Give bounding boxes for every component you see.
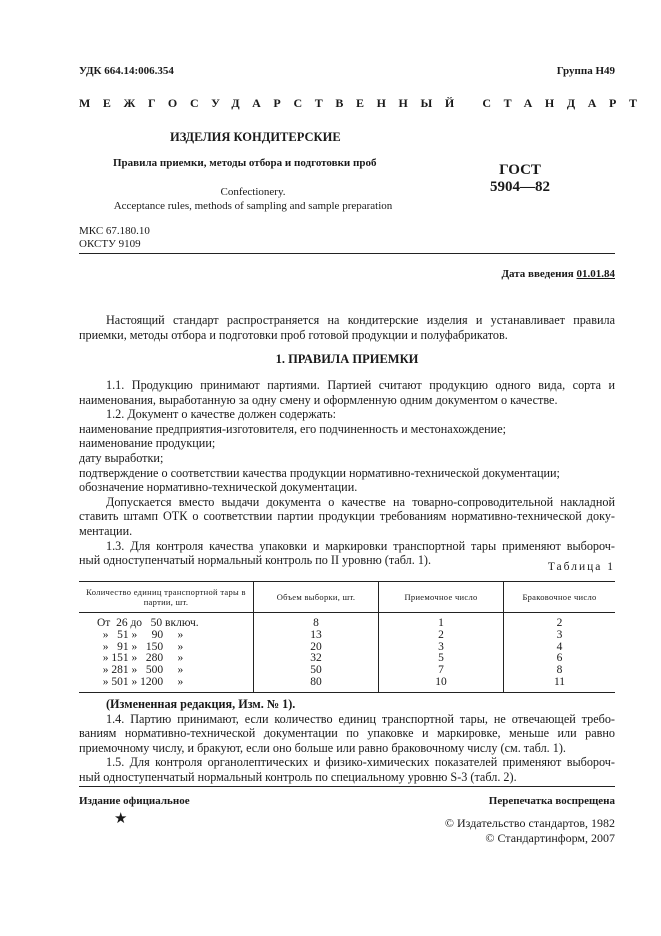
paragraph-line: ваниям нормативно-технической документации по упаковке и маркировке, меньше или равно <box>79 726 615 741</box>
rejection-number-cell: 6 <box>504 653 616 665</box>
paragraph-line: ментации. <box>79 523 133 538</box>
lot-size-cell: » 501 » 1200 » <box>79 677 254 692</box>
list-item: наименование предприятия-изготовителя, его подчиненность и местонахождение; <box>79 421 506 436</box>
sample-size-cell: 80 <box>254 677 379 692</box>
paragraph-line: ставить штамп ОТК о соответствии партии продукции требованиям нормативно-технической доку- <box>79 509 615 524</box>
paragraph-line: ный одноступенчатый нормальный контроль по II уровню (табл. 1). <box>79 553 432 568</box>
copyright-line: © Издательство стандартов, 1982 <box>444 816 615 830</box>
list-item: наименование продукции; <box>79 436 216 451</box>
column-header-acceptance-number: Приемочное число <box>379 582 504 613</box>
header-divider <box>79 253 615 254</box>
acceptance-number-cell: 1 <box>379 613 504 630</box>
acceptance-number-cell: 2 <box>379 630 504 642</box>
intro-line: приемки, методы отбора и подготовки проб готовой продукции и полуфабрикатов. <box>79 327 508 342</box>
acceptance-number-cell: 10 <box>379 677 504 692</box>
gost-label: ГОСТ <box>499 162 541 178</box>
paragraph-line: наименования, выработанную за одну смену и оформленную одним документом о качестве. <box>79 392 558 407</box>
document-title: ИЗДЕЛИЯ КОНДИТЕРСКИЕ <box>170 130 341 144</box>
interstate-standard-heading: МЕЖГОСУДАРСТВЕННЫЙ СТАНДАРТ <box>79 96 650 110</box>
table-row <box>79 613 615 630</box>
list-item: подтверждение о соответствии качества продукции нормативно-технической документации; <box>79 465 560 480</box>
introduction-date-label: Дата введения <box>501 268 574 280</box>
lot-size-cell: » 91 » 150 » <box>97 640 184 653</box>
paragraph-line: 1.1. Продукцию принимают партиями. Партией считают продукцию одного вида, сорта и <box>106 378 615 392</box>
section-1-body <box>79 378 615 568</box>
acceptance-number-cell: 5 <box>379 653 504 665</box>
table-row <box>79 677 615 692</box>
reprint-prohibited-label: Перепечатка воспрещена <box>488 795 615 807</box>
column-header-sample-size: Объем выборки, шт. <box>254 582 379 613</box>
english-title <box>73 185 433 213</box>
acceptance-number-cell: 7 <box>379 665 504 677</box>
sample-size-cell: 13 <box>254 630 379 642</box>
amendment-note: (Измененная редакция, Изм. № 1). <box>106 697 296 711</box>
group-code: Группа Н49 <box>556 65 615 77</box>
classification-codes <box>79 225 150 251</box>
list-item: дату выработки; <box>79 450 164 465</box>
lot-size-cell: » 51 » 90 » <box>97 628 184 641</box>
column-header-rejection-number: Браковочное число <box>504 582 616 613</box>
paragraph-line: 1.3. Для контроля качества упаковки и маркировки транспортной тары применяют выбороч- <box>106 538 615 553</box>
paragraph-line: 1.5. Для контроля органолептических и физико-химических показателей применяют выбороч- <box>106 755 615 770</box>
column-header-lot-size: Количество единиц транспортной тары в партии, шт. <box>79 582 254 613</box>
rejection-number-cell: 11 <box>504 677 616 692</box>
official-edition-label: Издание официальное <box>79 795 190 807</box>
lot-size-cell: От 26 до 50 включ. <box>97 617 199 629</box>
lot-size-cell: » 281 » 500 » <box>97 664 184 677</box>
paragraph-line: 1.4. Партию принимают, если количество единиц транспортной тары, не отвечающей требо- <box>106 711 615 726</box>
after-table-body <box>79 697 615 785</box>
intro-line: Настоящий стандарт распространяется на кондитерские изделия и устанавливает правила <box>106 313 615 327</box>
udk-code: УДК 664.14:006.354 <box>79 65 174 77</box>
intro-paragraph <box>79 313 615 342</box>
paragraph-line: ный одноступенчатый нормальный контроль по специальному уровню S-3 (табл. 2). <box>79 769 517 784</box>
gost-designation <box>475 162 565 196</box>
introduction-date <box>501 268 615 280</box>
list-item: обозначение нормативно-технической документации. <box>79 480 358 495</box>
okstu-code: ОКСТУ 9109 <box>79 238 141 250</box>
table-header-row <box>79 582 615 613</box>
footer-divider <box>79 786 615 787</box>
introduction-date-value: 01.01.84 <box>576 268 615 280</box>
document-subtitle: Правила приемки, методы отбора и подготовки проб <box>113 157 377 169</box>
sample-size-cell: 32 <box>254 653 379 665</box>
rejection-number-cell: 3 <box>504 630 616 642</box>
gost-number: 5904—82 <box>490 179 550 195</box>
english-title-line-1: Confectionery. <box>220 186 286 198</box>
rejection-number-cell: 2 <box>504 613 616 630</box>
star-icon: ★ <box>114 811 128 827</box>
table-row <box>79 630 615 642</box>
copyright-block <box>445 816 615 846</box>
rejection-number-cell: 4 <box>504 642 616 654</box>
lot-size-cell: » 151 » 280 » <box>97 652 184 665</box>
acceptance-number-cell: 3 <box>379 642 504 654</box>
english-title-line-2: Acceptance rules, methods of sampling and sample preparation <box>113 200 393 212</box>
sample-size-cell: 8 <box>254 613 379 630</box>
copyright-line: © Стандартинформ, 2007 <box>485 831 615 845</box>
paragraph-line: Допускается вместо выдачи документа о качестве на товарно-сопроводительной накладной <box>106 494 615 509</box>
sample-size-cell: 50 <box>254 665 379 677</box>
section-title: 1. ПРАВИЛА ПРИЕМКИ <box>275 352 419 366</box>
paragraph-line: 1.2. Документ о качестве должен содержать: <box>106 407 337 422</box>
mks-code: МКС 67.180.10 <box>79 225 150 237</box>
table-caption: Таблица 1 <box>547 561 615 573</box>
paragraph-line: приемочному числу, и бракуют, если оно больше или равно браковочному числу (см. табл. 1). <box>79 740 566 755</box>
sample-size-cell: 20 <box>254 642 379 654</box>
rejection-number-cell: 8 <box>504 665 616 677</box>
acceptance-table <box>79 581 615 693</box>
